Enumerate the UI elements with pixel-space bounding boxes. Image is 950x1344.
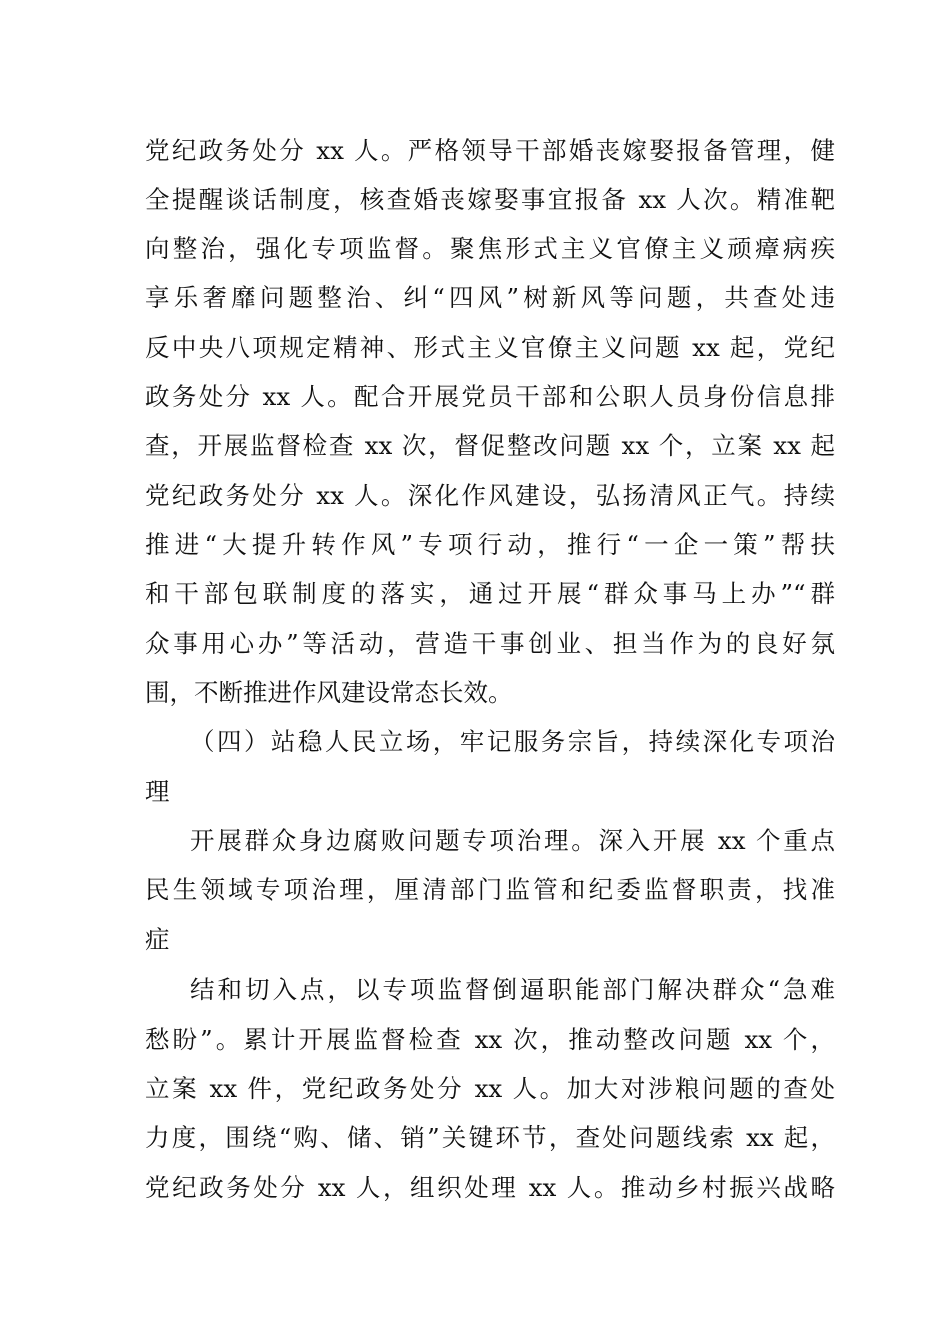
text-line: 党纪政务处分 xx 人，组织处理 xx 人。推动乡村振兴战略 (145, 1173, 835, 1202)
text-line: 立案 xx 件，党纪政务处分 xx 人。加大对涉粮问题的查处 (145, 1074, 835, 1103)
text-line: 反中央八项规定精神、形式主义官僚主义问题 xx 起，党纪 (145, 333, 835, 362)
text-line: 党纪政务处分 xx 人。深化作风建设，弘扬清风正气。持续 (145, 481, 835, 510)
text-line: 推进“大提升转作风”专项行动，推行“一企一策”帮扶 (145, 530, 835, 559)
text-line: 查，开展监督检查 xx 次，督促整改问题 xx 个，立案 xx 起 (145, 431, 835, 460)
text-line: 力度，围绕“购、储、销”关键环节，查处问题线索 xx 起， (145, 1123, 835, 1152)
text-line: 政务处分 xx 人。配合开展党员干部和公职人员身份信息排 (145, 382, 835, 411)
text-line: 和干部包联制度的落实，通过开展“群众事马上办”“群 (145, 579, 835, 608)
text-line: 向整治，强化专项监督。聚焦形式主义官僚主义顽瘴病疾 (145, 234, 835, 263)
text-line: 症 (145, 925, 170, 954)
section-heading-continuation: 理 (145, 777, 170, 806)
text-line: 党纪政务处分 xx 人。严格领导干部婚丧嫁娶报备管理，健 (145, 136, 835, 165)
text-line: 享乐奢靡问题整治、纠“四风”树新风等问题，共查处违 (145, 283, 835, 312)
text-line: 众事用心办”等活动，营造干事创业、担当作为的良好氛 (145, 629, 835, 658)
paragraph-first-line: 开展群众身边腐败问题专项治理。深入开展 xx 个重点 (190, 826, 835, 855)
paragraph-last-line: 围，不断推进作风建设常态长效。 (145, 678, 513, 707)
paragraph-first-line: 结和切入点，以专项监督倒逼职能部门解决群众“急难 (190, 975, 835, 1004)
text-line: 愁盼”。累计开展监督检查 xx 次，推动整改问题 xx 个， (145, 1025, 835, 1054)
text-line: 全提醒谈话制度，核查婚丧嫁娶事宜报备 xx 人次。精准靶 (145, 185, 835, 214)
section-heading: （四）站稳人民立场，牢记服务宗旨，持续深化专项治 (190, 727, 835, 756)
text-line: 民生领域专项治理，厘清部门监管和纪委监督职责，找准 (145, 875, 835, 904)
